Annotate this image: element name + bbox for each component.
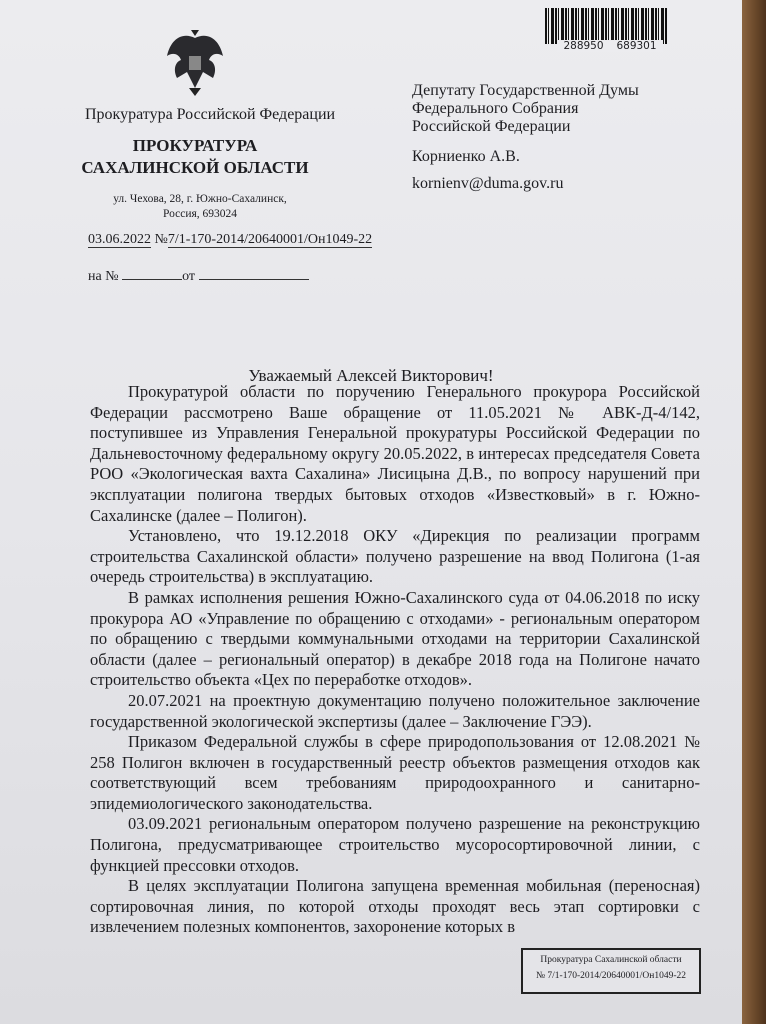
paragraph: Приказом Федеральной службы в сфере природопользования от 12.08.2021 № 258 Полигон включен в государственный реестр объектов размещения отходов как соответствующий всем требованиям природоохранного и санитарно-эпидемиологического законодательства. [90,732,700,813]
barcode-bars [545,8,667,44]
paragraph: Прокуратурой области по поручению Генерального прокурора Российской Федерации рассмотрено Ваше обращение от 11.05.2021 № АВК-Д-4/142, поступившее из Управления Генеральной прокуратуры Российской Федерации по Дальневосточному федеральному округу 20.05.2022, в интересах председателя Совета РОО «Экологическая вахта Сахалина» Лисицына Д.В., по вопросу нарушений при эксплуатации полигона твердых бытовых отходов «Известковый» в г. Южно-Сахалинске (далее – Полигон). [90,382,700,525]
sender-org-name-line-1: ПРОКУРАТУРА [132,136,258,155]
barcode [545,8,667,54]
letter-body [90,382,700,938]
paragraph: 20.07.2021 на проектную документацию получено положительное заключение государственной экологической экспертизы (далее – Заключение ГЭЭ). [90,690,700,731]
reply-to-label: на № [88,269,119,284]
reply-number-blank [122,267,182,280]
sender-org-name-line-2: САХАЛИНСКОЙ ОБЛАСТИ [81,158,309,177]
recipient-email: kornienv@duma.gov.ru [412,175,564,192]
from-label: от [182,269,196,284]
registration-stamp [521,948,701,994]
number-prefix: № [154,232,168,247]
sender-address [100,192,300,222]
letter-date: 03.06.2022 [88,232,151,247]
paragraph: В целях эксплуатации Полигона запущена временная мобильная (переносная) сортировочная линия, по которой отходы проходят весь этап сортировки с извлечением полезных компонентов, захоронение которых в [90,876,700,937]
recipient-line-3: Российской Федерации [412,118,571,135]
address-line-2: Россия, 693024 [162,208,238,220]
stamp-number: № 7/1-170-2014/20640001/Он1049-22 [535,971,687,981]
outgoing-reference [88,232,372,248]
incoming-reference [88,267,309,285]
recipient-name: Корниенко А.В. [412,148,520,165]
stamp-org: Прокуратура Сахалинской области [540,955,682,965]
paragraph: Установлено, что 19.12.2018 ОКУ «Дирекция по реализации программ строительства Сахалинской области» получено разрешение на ввод Полигона (1-ая очередь строительства) в эксплуатацию. [90,526,700,587]
coat-of-arms-emblem [163,28,227,98]
greeting: Уважаемый Алексей Викторович! [248,366,494,385]
letter-number: 7/1-170-2014/20640001/Он1049-22 [167,232,373,247]
sender-org-line: Прокуратура Российской Федерации [85,106,336,123]
recipient-line-1: Депутату Государственной Думы [412,82,639,99]
barcode-number-left: 288950 [563,40,604,52]
barcode-number-right: 689301 [616,40,657,52]
paragraph: 03.09.2021 региональным оператором получено разрешение на реконструкцию Полигона, предусматривающее строительство мусоросортировочной линии, с функцией прессовки отходов. [90,814,700,875]
recipient-title [412,82,639,136]
recipient-line-2: Федерального Собрания [412,100,579,117]
reply-date-blank [199,267,309,280]
sender-org-name [80,135,310,179]
paragraph: В рамках исполнения решения Южно-Сахалинского суда от 04.06.2018 по иску прокурора АО «Управление по обращению с отходами» - региональным оператором по обращению с твердыми коммунальными отходами на территории Сахалинской области (далее – региональный оператор) в декабре 2018 года на Полигоне начато строительство объекта «Цех по переработке отходов». [90,587,700,690]
address-line-1: ул. Чехова, 28, г. Южно-Сахалинск, [113,193,287,205]
